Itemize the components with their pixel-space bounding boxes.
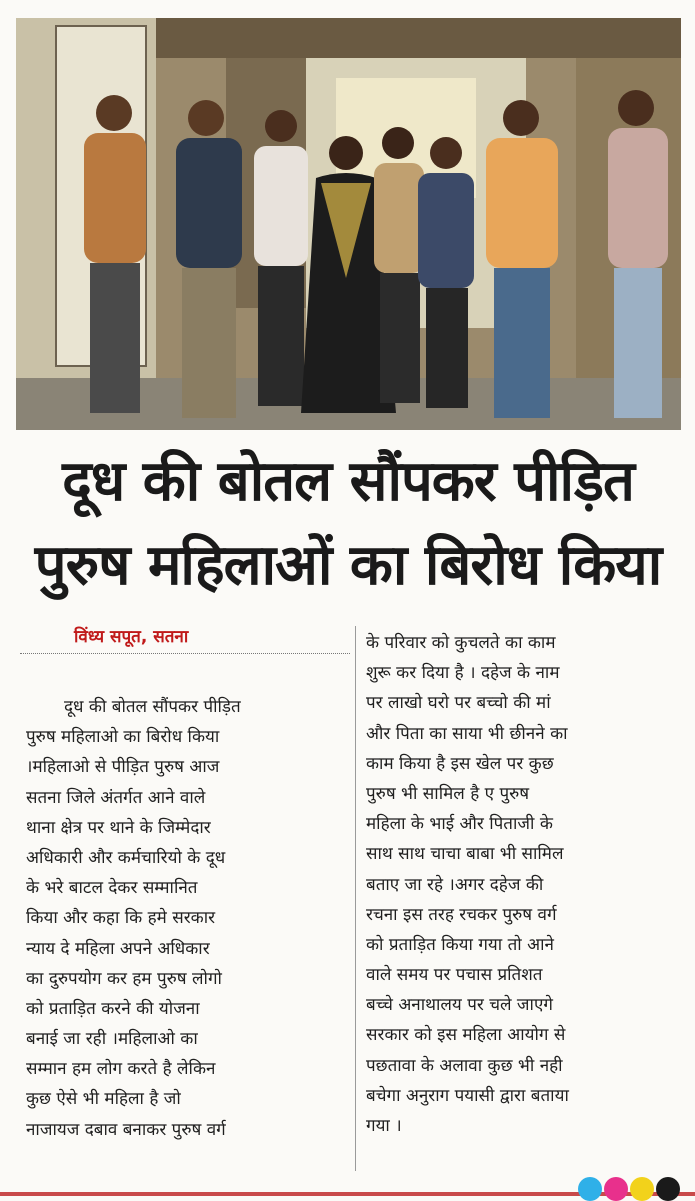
article-line: के भरे बाटल देकर सम्मानित [26, 878, 198, 899]
article-line: बताए जा रहे ।अगर दहेज की [366, 874, 544, 895]
article-line: महिला के भाई और पिताजी के [366, 814, 553, 835]
article-column-right [366, 628, 684, 1141]
article-line: साथ साथ चाचा बाबा भी सामिल [366, 844, 564, 865]
article-line: का दुरुपयोग कर हम पुरुष लोगो [26, 968, 222, 989]
article-line: पुरुष भी सामिल है ए पुरुष [366, 783, 530, 804]
article-line: के परिवार को कुचलते का काम [366, 633, 556, 653]
byline-divider [20, 653, 350, 654]
article-line: थाना क्षेत्र पर थाने के जिम्मेदार [26, 817, 211, 838]
news-photo [16, 18, 681, 430]
article-line: बच्चे अनाथालय पर चले जाएगे [366, 995, 553, 1016]
registration-dot-yellow [630, 1177, 654, 1201]
article-line: शुरू कर दिया है । दहेज के नाम [366, 663, 560, 684]
article-line: काम किया है इस खेल पर कुछ [366, 753, 554, 774]
byline: विंध्य सपूत, सतना [74, 627, 189, 647]
article-line: सरकार को इस महिला आयोग से [366, 1025, 566, 1046]
article-line: और पिता का साया भी छीनने का [366, 723, 568, 744]
column-divider [355, 626, 356, 1171]
article-line: नाजायज दबाव बनाकर पुरुष वर्ग [26, 1119, 226, 1140]
article-line: सतना जिले अंतर्गत आने वाले [26, 787, 206, 808]
registration-marks [578, 1177, 688, 1197]
article-line: दूध की बोतल सौंपकर पीड़ित [64, 697, 241, 717]
article-line: रचना इस तरह रचकर पुरुष वर्ग [366, 904, 557, 925]
article-line: गया । [366, 1116, 402, 1136]
article-line: बनाई जा रही ।महिलाओ का [26, 1029, 198, 1050]
article-line: कुछ ऐसे भी महिला है जो [26, 1089, 181, 1110]
article-line: को प्रताड़ित किया गया तो आने [366, 934, 554, 955]
registration-dot-cyan [578, 1177, 602, 1201]
article-line: सम्मान हम लोग करते है लेकिन [26, 1059, 216, 1080]
article-line: को प्रताड़ित करने की योजना [26, 998, 200, 1019]
article-line: न्याय दे महिला अपने अधिकार [26, 938, 210, 959]
article-line: पछतावा के अलावा कुछ भी नही [366, 1055, 563, 1076]
registration-dot-magenta [604, 1177, 628, 1201]
article-line: अधिकारी और कर्मचारियो के दूध [26, 847, 226, 868]
article-column-left [26, 692, 351, 1145]
article-line: वाले समय पर पचास प्रतिशत [366, 965, 543, 986]
headline-line-2: पुरुष महिलाओं का बिरोध किया [34, 533, 662, 598]
article-line: पर लाखो घरो पर बच्चो की मां [366, 693, 551, 714]
registration-dot-black [656, 1177, 680, 1201]
article-line: ।महिलाओ से पीड़ित पुरुष आज [26, 757, 220, 778]
article-line: पुरुष महिलाओ का बिरोध किया [26, 727, 220, 748]
article-line: किया और कहा कि हमे सरकार [26, 908, 216, 929]
headline-line-1: दूध की बोतल सौंपकर पीड़ित [62, 449, 634, 514]
article-line: बचेगा अनुराग पयासी द्वारा बताया [366, 1085, 569, 1106]
